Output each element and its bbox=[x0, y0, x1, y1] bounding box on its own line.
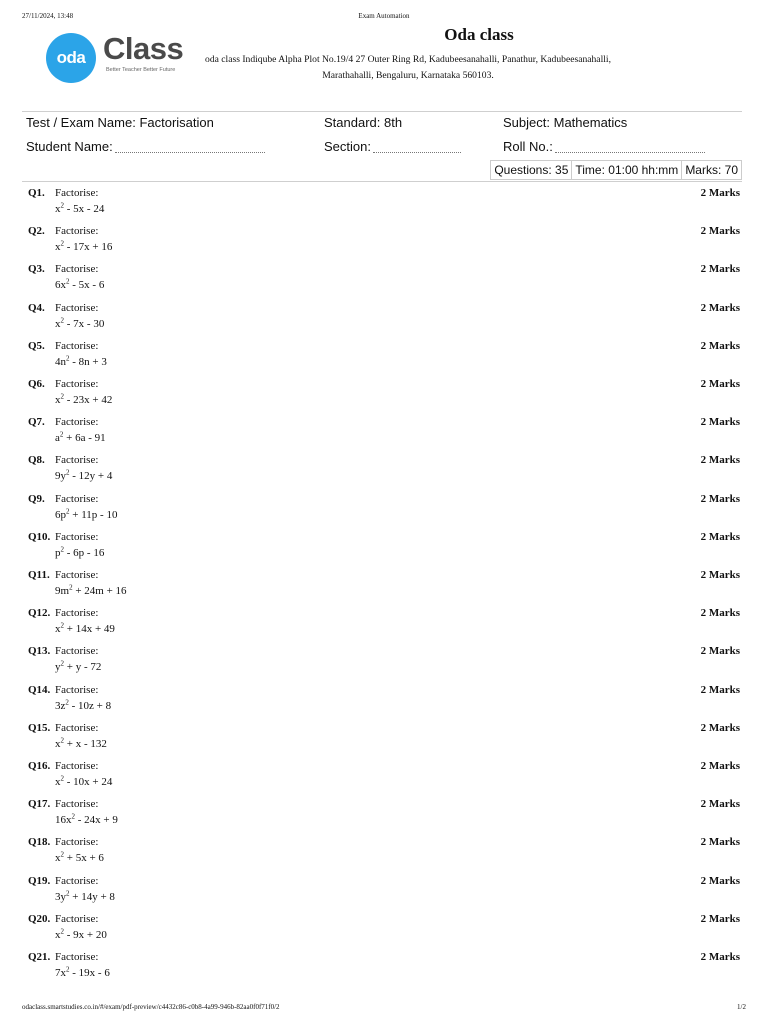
print-url: odaclass.smartstudies.co.in/#/exam/pdf-preview/c4432c86-c0b8-4a99-946b-82aa0f0f71f0/2 bbox=[22, 1003, 280, 1011]
question-expression bbox=[55, 814, 118, 826]
expression-power: 2 bbox=[60, 201, 64, 210]
logo-circle: oda bbox=[46, 33, 96, 83]
expression-power: 2 bbox=[71, 812, 75, 821]
question-number: Q11. bbox=[28, 569, 50, 581]
question-marks: 2 Marks bbox=[700, 339, 740, 352]
question-text: Factorise: bbox=[55, 530, 99, 543]
question-item bbox=[28, 416, 740, 450]
question-expression bbox=[55, 697, 112, 712]
question-number: Q6. bbox=[28, 378, 45, 390]
expression-rest: + y - 72 bbox=[64, 661, 102, 674]
question-number: Q15. bbox=[28, 721, 51, 734]
question-number: Q12. bbox=[28, 607, 51, 620]
question-marks: 2 Marks bbox=[700, 454, 740, 467]
question-number: Q21. bbox=[28, 951, 51, 963]
expression-rest: - 19x - 6 bbox=[69, 967, 110, 979]
expression-power: 2 bbox=[66, 888, 70, 897]
expression-base: 9m bbox=[55, 585, 70, 597]
question-text: Factorise: bbox=[55, 454, 99, 467]
question-number: Q17. bbox=[28, 798, 51, 811]
question-expression bbox=[55, 432, 106, 444]
question-number: Q19. bbox=[28, 874, 51, 887]
question-item bbox=[28, 798, 740, 832]
stat-time: Time: 01:00 hh:mm bbox=[571, 160, 681, 180]
question-marks: 2 Marks bbox=[700, 721, 740, 734]
question-item bbox=[28, 684, 740, 718]
address-line-2: Marathahalli, Bengaluru, Karnataka 560103. bbox=[322, 70, 494, 81]
oda-class-logo bbox=[46, 33, 196, 83]
expression-power: 2 bbox=[60, 850, 64, 859]
expression-base: x bbox=[55, 394, 61, 406]
question-text: Factorise: bbox=[55, 683, 99, 696]
expression-rest: - 17x + 16 bbox=[64, 241, 113, 254]
expression-base: 4n bbox=[55, 355, 66, 368]
expression-base: p bbox=[55, 546, 61, 559]
question-text: Factorise: bbox=[55, 416, 99, 429]
expression-power: 2 bbox=[60, 927, 64, 936]
question-marks: 2 Marks bbox=[700, 645, 740, 658]
expression-rest: - 7x - 30 bbox=[64, 317, 105, 330]
question-marks: 2 Marks bbox=[700, 263, 740, 276]
question-marks: 2 Marks bbox=[700, 874, 740, 887]
question-item bbox=[28, 913, 740, 947]
question-marks: 2 Marks bbox=[700, 530, 740, 543]
question-text: Factorise: bbox=[55, 225, 99, 238]
question-text: Factorise: bbox=[55, 912, 99, 925]
student-name-label: Student Name: bbox=[26, 139, 113, 154]
section-blank bbox=[373, 152, 461, 153]
school-address bbox=[192, 52, 624, 84]
question-item bbox=[28, 645, 740, 679]
expression-power: 2 bbox=[59, 430, 64, 439]
question-item bbox=[28, 531, 740, 565]
expression-power: 2 bbox=[60, 736, 64, 745]
expression-power: 2 bbox=[60, 239, 64, 248]
expression-power: 2 bbox=[60, 392, 64, 401]
standard-value: 8th bbox=[384, 115, 403, 130]
question-expression bbox=[55, 623, 115, 635]
header-divider bbox=[22, 111, 742, 112]
question-item bbox=[28, 836, 740, 870]
expression-base: x bbox=[55, 852, 61, 865]
expression-rest: + x - 132 bbox=[64, 737, 107, 750]
expression-base: x bbox=[55, 928, 61, 941]
roll-no-blank bbox=[555, 152, 705, 153]
expression-power: 2 bbox=[60, 659, 64, 668]
expression-base: x bbox=[55, 317, 61, 330]
question-marks: 2 Marks bbox=[700, 607, 740, 620]
question-marks: 2 Marks bbox=[700, 416, 740, 429]
subject-label: Subject: bbox=[503, 115, 550, 130]
expression-power: 2 bbox=[60, 774, 64, 783]
question-text: Factorise: bbox=[55, 951, 99, 963]
question-text: Factorise: bbox=[55, 721, 99, 734]
expression-rest: + 5x + 6 bbox=[64, 852, 104, 865]
standard-label: Standard: bbox=[324, 115, 381, 130]
exam-name-field bbox=[26, 115, 214, 130]
question-marks: 2 Marks bbox=[700, 912, 740, 925]
question-item bbox=[28, 951, 740, 985]
expression-base: 9y bbox=[55, 470, 66, 483]
expression-base: y bbox=[55, 661, 61, 674]
section-label: Section: bbox=[324, 139, 371, 154]
roll-no-label: Roll No.: bbox=[503, 139, 553, 154]
question-number: Q7. bbox=[28, 416, 45, 429]
question-item bbox=[28, 760, 740, 794]
expression-power: 2 bbox=[60, 621, 64, 630]
question-expression bbox=[55, 967, 110, 979]
expression-base: 3y bbox=[55, 890, 66, 903]
question-text: Factorise: bbox=[55, 760, 99, 772]
question-expression bbox=[55, 315, 105, 330]
stat-marks: Marks: 70 bbox=[681, 160, 742, 180]
question-expression bbox=[55, 394, 112, 406]
expression-base: 16x bbox=[55, 814, 72, 827]
question-text: Factorise: bbox=[55, 836, 99, 849]
expression-rest: - 24x + 9 bbox=[75, 814, 118, 827]
expression-rest: - 5x - 24 bbox=[64, 203, 105, 215]
question-text: Factorise: bbox=[55, 798, 99, 811]
exam-name-value: Factorisation bbox=[139, 115, 214, 130]
question-item bbox=[28, 722, 740, 756]
student-name-blank bbox=[115, 152, 265, 153]
question-expression bbox=[55, 356, 107, 368]
expression-power: 2 bbox=[66, 506, 70, 515]
expression-base: x bbox=[55, 623, 61, 636]
expression-rest: + 24m + 16 bbox=[72, 585, 127, 597]
address-line-1: oda class Indiqube Alpha Plot No.19/4 27 Outer Ring Rd, Kadubeesanahalli, Panathur, Kadubeesanahalli, bbox=[205, 54, 611, 65]
print-header bbox=[22, 12, 746, 22]
question-expression bbox=[55, 203, 104, 215]
question-text: Factorise: bbox=[55, 492, 99, 505]
question-text: Factorise: bbox=[55, 607, 99, 620]
question-number: Q8. bbox=[28, 454, 45, 467]
question-item bbox=[28, 187, 740, 221]
exam-stats bbox=[490, 160, 742, 180]
question-marks: 2 Marks bbox=[700, 798, 740, 811]
school-name: Oda class bbox=[444, 25, 514, 44]
question-item bbox=[28, 607, 740, 641]
question-number: Q3. bbox=[28, 263, 45, 276]
question-expression bbox=[55, 585, 127, 597]
question-marks: 2 Marks bbox=[700, 569, 740, 581]
question-expression bbox=[55, 661, 101, 673]
question-item bbox=[28, 340, 740, 374]
question-expression bbox=[55, 506, 118, 521]
expression-base: x bbox=[55, 241, 61, 254]
expression-power: 2 bbox=[60, 315, 64, 324]
question-expression bbox=[55, 929, 107, 941]
question-text: Factorise: bbox=[55, 339, 99, 352]
expression-base: x bbox=[55, 776, 61, 788]
question-number: Q18. bbox=[28, 836, 51, 849]
question-item bbox=[28, 263, 740, 297]
question-number: Q14. bbox=[28, 683, 51, 696]
roll-no-field bbox=[503, 139, 705, 154]
question-expression bbox=[55, 547, 104, 559]
question-number: Q16. bbox=[28, 760, 51, 772]
expression-rest: + 11p - 10 bbox=[69, 508, 118, 521]
question-text: Factorise: bbox=[55, 645, 99, 658]
question-marks: 2 Marks bbox=[700, 492, 740, 505]
question-text: Factorise: bbox=[55, 263, 99, 276]
student-name-field bbox=[26, 139, 265, 154]
expression-power: 2 bbox=[65, 697, 69, 706]
question-marks: 2 Marks bbox=[700, 760, 740, 772]
question-text: Factorise: bbox=[55, 378, 99, 390]
question-number: Q5. bbox=[28, 339, 45, 352]
expression-base: x bbox=[55, 737, 61, 750]
question-item bbox=[28, 569, 740, 603]
question-number: Q2. bbox=[28, 225, 45, 238]
question-expression bbox=[55, 852, 104, 864]
expression-power: 2 bbox=[60, 545, 64, 554]
expression-base: 3z bbox=[55, 699, 66, 712]
question-item bbox=[28, 493, 740, 527]
question-marks: 2 Marks bbox=[700, 225, 740, 238]
expression-rest: - 6p - 16 bbox=[64, 546, 105, 559]
expression-rest: - 8n + 3 bbox=[69, 355, 107, 368]
question-text: Factorise: bbox=[55, 874, 99, 887]
question-expression bbox=[55, 470, 112, 482]
expression-rest: - 23x + 42 bbox=[64, 394, 113, 406]
question-item bbox=[28, 875, 740, 909]
expression-base: 7x bbox=[55, 967, 66, 979]
expression-rest: + 6a - 91 bbox=[63, 432, 106, 445]
question-expression bbox=[55, 241, 112, 253]
question-marks: 2 Marks bbox=[700, 683, 740, 696]
expression-rest: - 10x + 24 bbox=[64, 776, 113, 788]
print-title: Exam Automation bbox=[358, 12, 410, 20]
question-marks: 2 Marks bbox=[700, 836, 740, 849]
question-number: Q9. bbox=[28, 492, 45, 505]
question-expression bbox=[55, 738, 107, 750]
exam-name-label: Test / Exam Name: bbox=[26, 115, 136, 130]
stats-divider bbox=[22, 181, 742, 182]
stat-questions: Questions: 35 bbox=[490, 160, 571, 180]
subject-value: Mathematics bbox=[553, 115, 628, 130]
expression-rest: + 14x + 49 bbox=[64, 623, 115, 636]
expression-power: 2 bbox=[66, 354, 70, 363]
question-number: Q10. bbox=[28, 530, 51, 543]
expression-rest: - 12y + 4 bbox=[69, 470, 113, 483]
subject-field bbox=[503, 115, 627, 130]
question-marks: 2 Marks bbox=[700, 378, 740, 390]
expression-power: 2 bbox=[66, 468, 70, 477]
question-item bbox=[28, 302, 740, 336]
question-number: Q1. bbox=[28, 187, 45, 199]
logo-word: Class bbox=[103, 31, 184, 66]
question-item bbox=[28, 225, 740, 259]
print-page-number: 1/2 bbox=[737, 1003, 746, 1011]
section-field bbox=[324, 139, 461, 154]
expression-base: 6x bbox=[55, 279, 66, 292]
question-number: Q4. bbox=[28, 301, 45, 314]
print-datetime: 27/11/2024, 13:48 bbox=[22, 12, 74, 20]
question-expression bbox=[55, 888, 115, 903]
question-number: Q20. bbox=[28, 912, 51, 925]
expression-rest: - 9x + 20 bbox=[64, 928, 107, 941]
expression-base: 6p bbox=[55, 508, 66, 521]
expression-power: 2 bbox=[66, 277, 70, 286]
expression-rest: + 14y + 8 bbox=[69, 890, 115, 903]
expression-rest: - 5x - 6 bbox=[69, 279, 105, 292]
question-expression bbox=[55, 776, 112, 788]
expression-base: x bbox=[55, 203, 61, 215]
expression-base: a bbox=[55, 432, 60, 445]
question-marks: 2 Marks bbox=[700, 187, 740, 199]
question-text: Factorise: bbox=[55, 187, 99, 199]
question-expression bbox=[55, 279, 104, 291]
expression-power: 2 bbox=[69, 583, 73, 592]
question-marks: 2 Marks bbox=[700, 301, 740, 314]
standard-field bbox=[324, 115, 402, 130]
expression-power: 2 bbox=[66, 965, 70, 974]
logo-tagline: Better Teacher Better Future bbox=[106, 67, 176, 73]
print-footer bbox=[22, 1003, 746, 1013]
question-text: Factorise: bbox=[55, 569, 99, 581]
question-marks: 2 Marks bbox=[700, 951, 740, 963]
question-text: Factorise: bbox=[55, 301, 99, 314]
question-item bbox=[28, 378, 740, 412]
expression-rest: - 10z + 8 bbox=[68, 699, 112, 712]
question-item bbox=[28, 454, 740, 488]
question-number: Q13. bbox=[28, 645, 51, 658]
